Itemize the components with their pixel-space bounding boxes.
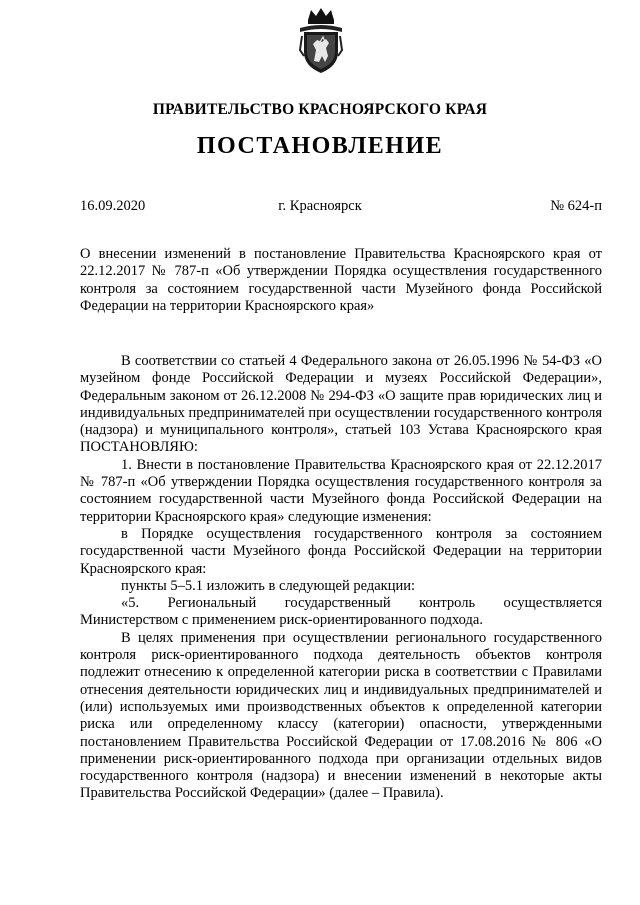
document-type: ПОСТАНОВЛЕНИЕ	[196, 133, 444, 159]
document-body	[80, 353, 602, 803]
document-date: 16.09.2020	[80, 198, 146, 214]
paragraph-item-1: 1. Внести в постановление Правительства Красноярского края от 22.12.2017 № 787-п «Об утверждении Порядка осуществления государственного контроля за состоянием государственной части Музейного фонда Российской Федерации на территории Красноярского края» следующие изменения:	[80, 456, 602, 525]
paragraph-preamble: В соответствии со статьей 4 Федерального закона от 26.05.1996 № 54-ФЗ «О музейном фонде Российской Федерации и музеях Российской Федерации», Федеральным законом от 26.12.2008 № 294-ФЗ «О защите прав юридических лиц и индивидуальных предпринимателей при осуществлении государственного контроля (надзора) и муниципального контроля», статьей 103 Устава Красноярского края ПОСТАНОВЛЯЮ:	[80, 353, 602, 456]
paragraph-order: в Порядке осуществления государственного контроля за состоянием государственной части Музейного фонда Российской Федерации на территории Красноярского края:	[80, 525, 602, 577]
document-city: г. Красноярск	[278, 198, 362, 214]
paragraph-point-5: «5. Региональный государственный контроль осуществляется Министерством с применением риск-ориентированного подхода.	[80, 595, 602, 629]
document-number: № 624-п	[550, 198, 602, 214]
document-title: О внесении изменений в постановление Правительства Красноярского края от 22.12.2017 № 787-п «Об утверждении Порядка осуществления государственного контроля за состоянием государственной части Музейного фонда Российской Федерации на территории Красноярского края»	[80, 246, 602, 314]
government-name: ПРАВИТЕЛЬСТВО КРАСНОЯРСКОГО КРАЯ	[152, 101, 488, 118]
paragraph-points: пункты 5–5.1 изложить в следующей редакции:	[121, 577, 416, 594]
paragraph-risk-approach: В целях применения при осуществлении регионального государственного контроля риск-ориентированного подхода деятельность объектов контроля подлежит отнесению к определенной категории риска в соответствии с Правилами отнесения деятельности юридических лиц и индивидуальных предпринимателей и (или) используемых ими производственных объектов к определенной категории риска или определенному классу (категории) опасности, утвержденными постановлением Правительства Российской Федерации от 17.08.2016 № 806 «О применении риск-ориентированного подхода при организации отдельных видов государственного контроля (надзора) и внесении изменений в некоторые акты Правительства Российской Федерации» (далее – Правила).	[80, 629, 602, 802]
krasnoyarsk-coat-of-arms-icon	[296, 6, 346, 76]
